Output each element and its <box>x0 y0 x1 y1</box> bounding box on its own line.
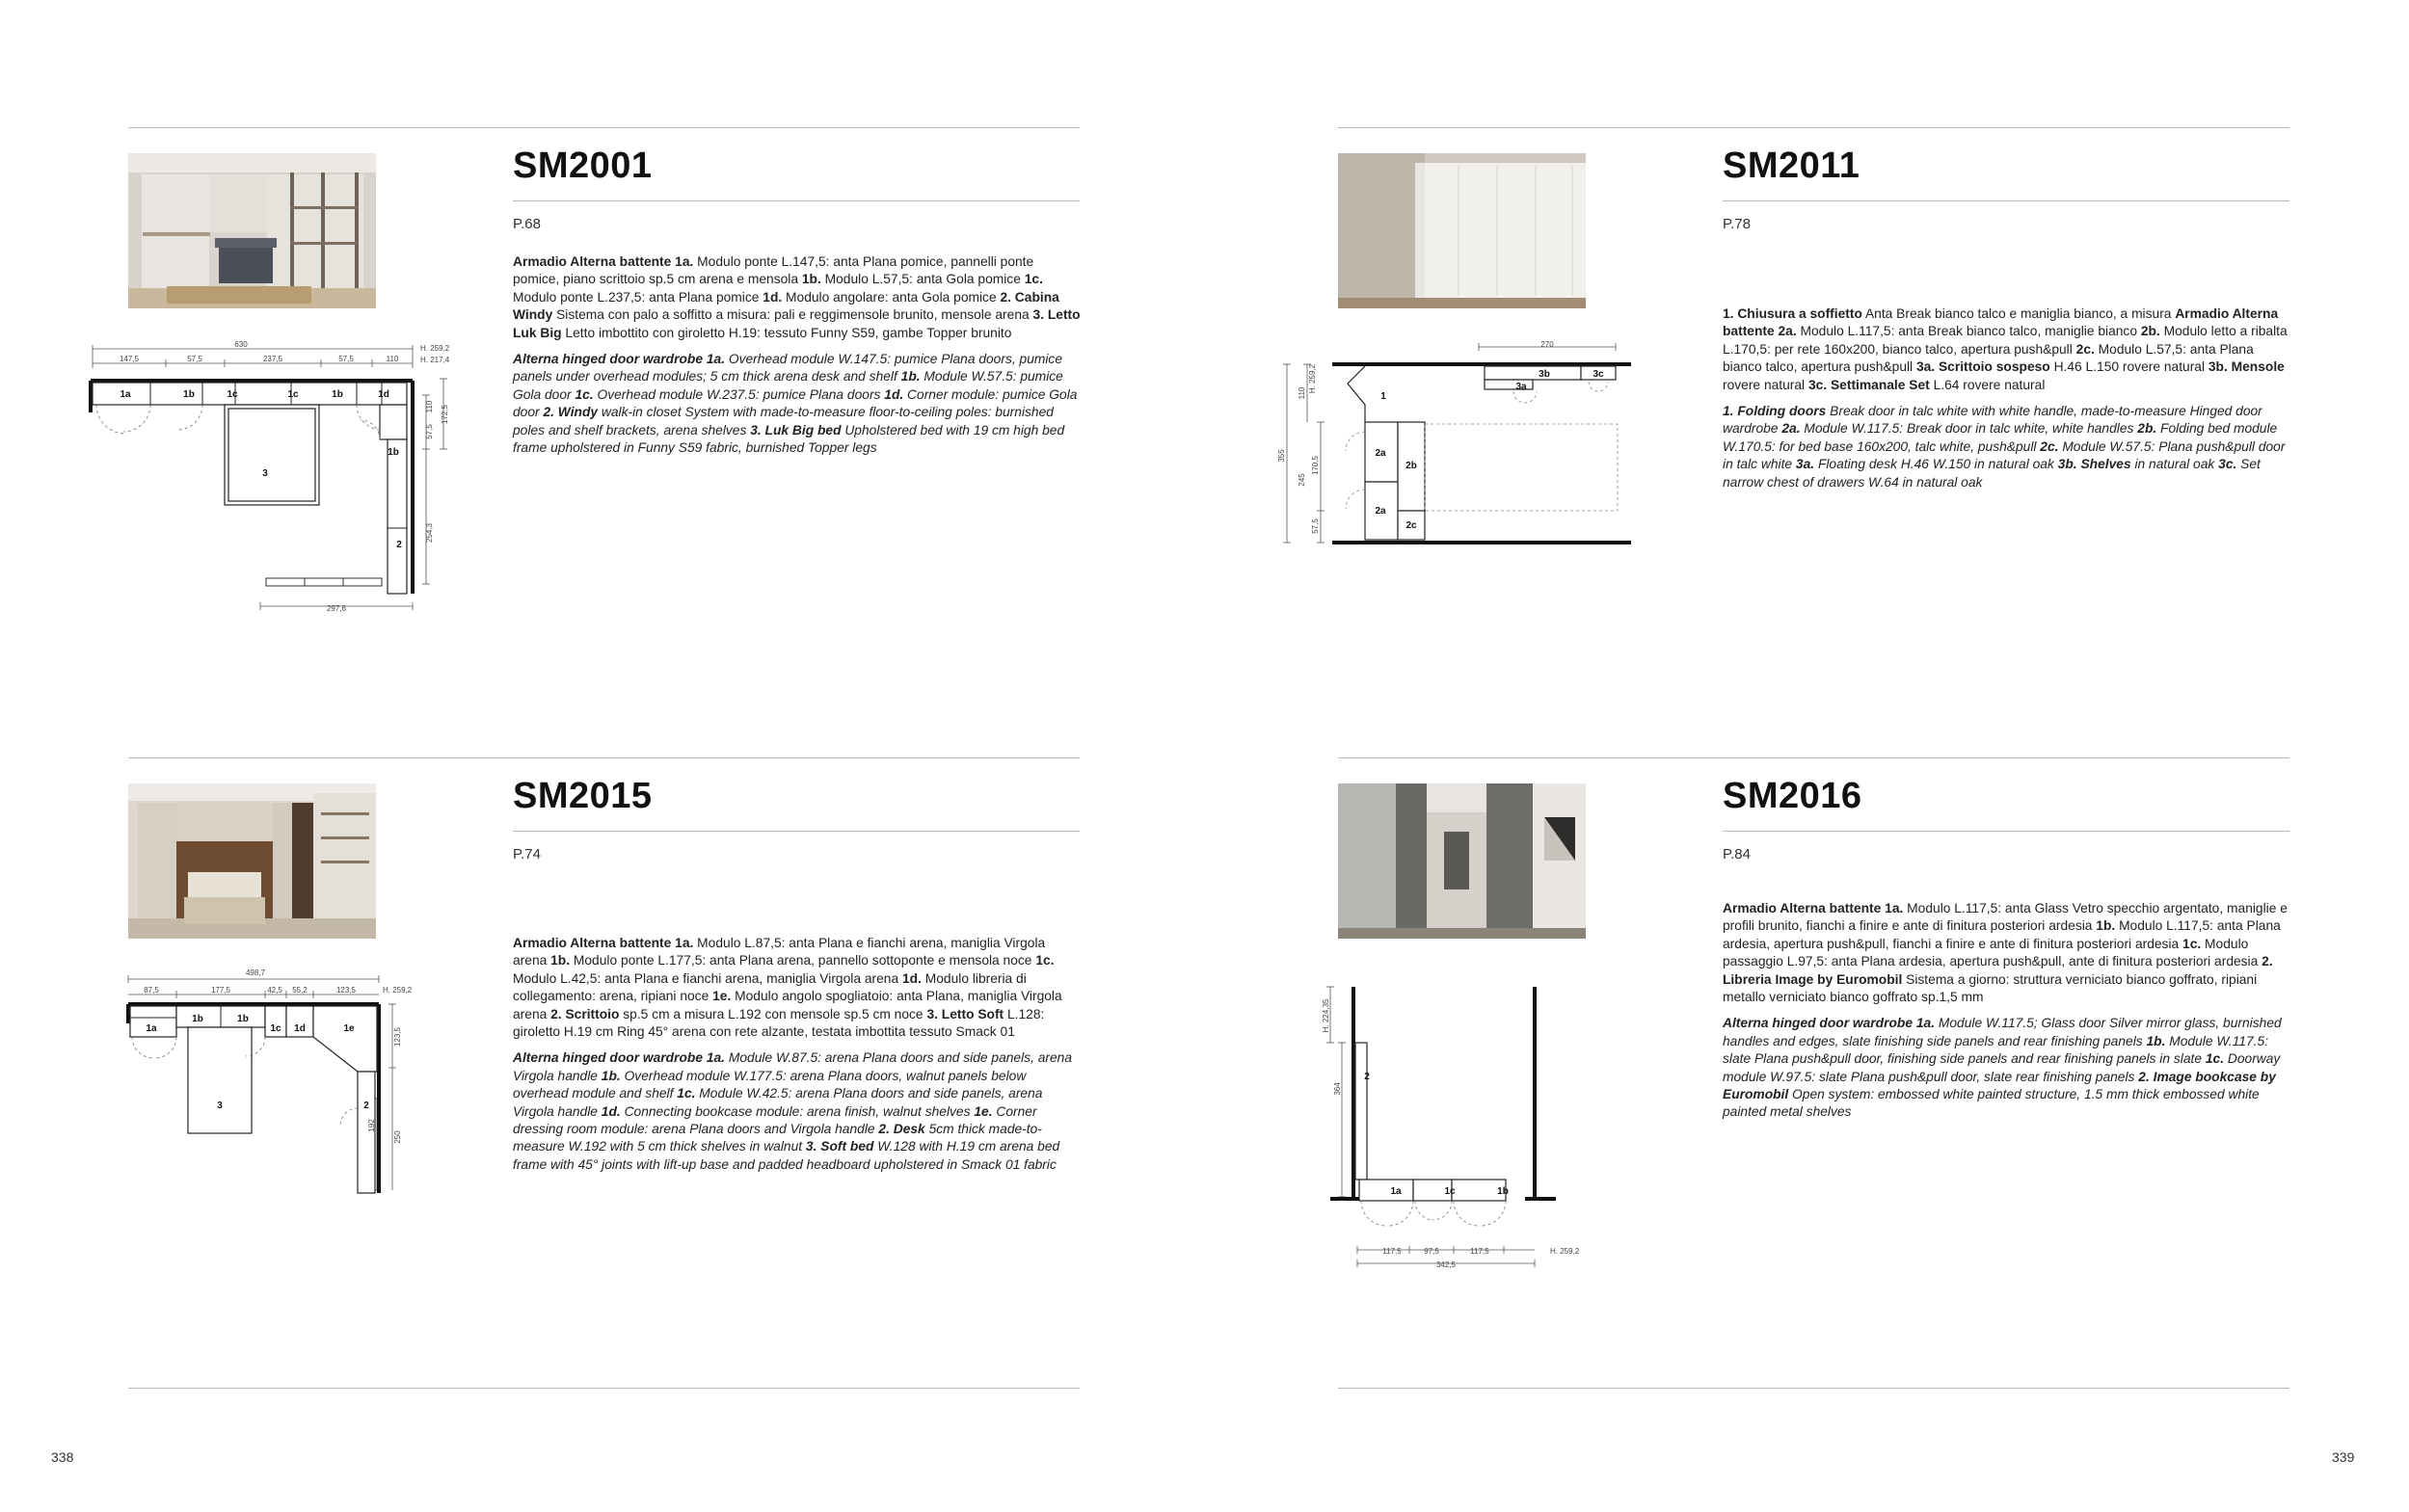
bold-run: 3b. Shelves <box>2057 457 2131 472</box>
bold-run: 2. Image bookcase by Euromobil <box>1723 1069 2276 1102</box>
bold-run: 1e. <box>712 989 732 1004</box>
plan-label: 3 <box>217 1101 223 1111</box>
text-run: Modulo L.42,5: anta Plana e fianchi arena, maniglia Virgola arena <box>513 970 902 986</box>
divider <box>1338 127 2289 128</box>
sm2015-title: SM2015 <box>513 776 653 816</box>
text-run: Module W.87.5: arena Plana doors and side panels, arena Virgola handle <box>513 1050 1073 1083</box>
plan-label: 2 <box>396 540 402 550</box>
bold-run: 1d. <box>601 1103 621 1119</box>
bold-run: 1d. <box>901 970 922 986</box>
text-run: Module W.117.5: slate Plana push&pull door, finishing side panels and rear finishing panels in slate <box>1723 1033 2269 1067</box>
text-run: Corner dressing room module: arena Plana doors and Virgola handle <box>513 1103 1037 1137</box>
sm2015-desc-it <box>513 935 1082 1041</box>
bold-run: 2b. <box>2137 421 2157 437</box>
divider <box>128 127 1080 128</box>
text-run: Open system: embossed white painted structure, 1.5 mm thick embossed white painted metal shelves <box>1723 1087 2260 1120</box>
sm2015-page-ref: P.74 <box>513 846 541 862</box>
plan-label: 1c <box>287 389 299 400</box>
text-run: Doorway module W.97.5: slate Plana push&pull door, slate rear finishing panels <box>1723 1051 2281 1084</box>
plan-label: 3b <box>1539 369 1550 380</box>
dim: 123,5 <box>335 986 357 995</box>
plan-label: 1d <box>378 389 389 400</box>
bold-run: 2a. <box>1781 421 1801 437</box>
bold-run: 1c. <box>677 1086 696 1101</box>
text-run: Modulo ponte L.237,5: anta Plana pomice <box>513 289 763 305</box>
divider <box>1338 757 2289 758</box>
sm2001-title: SM2001 <box>513 146 653 186</box>
text-run: Overhead module W.237.5: pumice Plana doors <box>593 386 885 402</box>
sm2015-description <box>513 935 1082 1182</box>
dim: 57,5 <box>187 355 202 363</box>
bold-run: 1e. <box>974 1103 993 1119</box>
divider <box>1338 1388 2289 1389</box>
bold-run: Armadio Alterna battente 2a. <box>1723 306 2279 339</box>
bold-run: 2. Libreria Image by Euromobil <box>1723 954 2273 987</box>
divider <box>128 1388 1080 1389</box>
bold-run: 3c. <box>2218 457 2237 472</box>
text-run: Module W.117.5: Break door in talc white, white handles <box>1800 421 2138 437</box>
dim: 57,5 <box>338 355 354 363</box>
bold-run: 1a. <box>675 254 694 269</box>
sm2001-desc-it <box>513 253 1082 342</box>
plan-label: 1e <box>343 1023 355 1034</box>
sm2015-desc-en <box>513 1049 1082 1174</box>
text-run: Overhead module W.147.5: pumice Plana doors, pumice panels under overhead modules; 5 cm thick arena desk and shelf <box>513 352 1062 385</box>
plan-label: 3a <box>1515 382 1527 392</box>
bold-run: Armadio Alterna battente <box>513 936 676 950</box>
bold-run: 1a. <box>1915 1016 1936 1031</box>
divider <box>513 200 1080 201</box>
dim: 55,2 <box>292 986 308 995</box>
plan-label: 3 <box>262 468 268 479</box>
plan-label: 2c <box>1405 520 1417 531</box>
bold-run: 1c. <box>2205 1051 2225 1067</box>
dim: 250 <box>393 1130 402 1144</box>
text-run: rovere natural <box>1723 377 1808 392</box>
dim-height: H. 259,2 <box>420 344 450 353</box>
bold-run: 1b. <box>900 369 921 385</box>
sm2001-floor-plan <box>87 335 472 624</box>
plan-label: 3c <box>1593 369 1604 380</box>
divider <box>1723 200 2289 201</box>
plan-label: 1a <box>146 1023 157 1034</box>
bold-run: Alterna hinged door wardrobe 1a. <box>513 1050 726 1066</box>
dim: 117,5 <box>1470 1247 1489 1256</box>
dim: 97,5 <box>1424 1247 1439 1256</box>
text-run: Set narrow chest of drawers W.64 in natural oak <box>1723 457 2261 490</box>
bold-run: 3c. Settimanale Set <box>1807 377 1930 392</box>
dim-bottom: 297,6 <box>326 604 347 613</box>
bold-run: 2. Desk <box>878 1122 925 1137</box>
dim: H. 224,35 <box>1322 998 1330 1033</box>
dim: 110 <box>386 355 399 363</box>
dim: 245 <box>1298 473 1306 487</box>
bold-run: 2. Scrittoio <box>550 1006 620 1021</box>
sm2011-desc-it <box>1723 305 2291 394</box>
page-number-right: 339 <box>2332 1449 2355 1465</box>
dim: 192 <box>367 1119 376 1132</box>
sm2016-desc-it <box>1723 900 2291 1006</box>
sm2011-title: SM2011 <box>1723 146 1860 186</box>
text-run: Folding bed module W.170.5: for bed base 160x200, talc white, push&pull <box>1723 421 2278 454</box>
bold-run: 2b. <box>2140 324 2160 339</box>
sm2016-title: SM2016 <box>1723 776 1862 816</box>
plan-label: 1c <box>1444 1186 1456 1197</box>
sm2016-description <box>1723 900 2291 1130</box>
text-run: sp.5 cm a misura L.192 con mensole sp.5 cm noce <box>619 1006 927 1021</box>
bold-run: Alterna hinged door wardrobe <box>1723 1016 1916 1031</box>
text-run: Modulo L.87,5: anta Plana e fianchi arena, maniglia Virgola arena <box>513 936 1046 968</box>
text-run: W.128 with H.19 cm arena bed frame with 45° joints with lift-up base and padded headboard upholstered in Smack 01 fabric <box>513 1139 1060 1172</box>
text-run: Letto imbottito con giroletto H.19: tessuto Funny S59, gambe Topper brunito <box>561 325 1012 340</box>
text-run: Sistema a giorno: struttura verniciato bianco goffrato, ripiani metallo verniciato bianco goffrato sp.1,5 mm <box>1723 971 2258 1005</box>
text-run: Modulo libreria di collegamento: arena, ripiani noce <box>513 970 1027 1004</box>
text-run: Modulo letto a ribalta L.170,5: per rete 160x200, bianco talco, apertura push&pull <box>1723 324 2288 357</box>
text-run: Modulo L.117,5: anta Plana ardesia, apertura push&pull, fianchi a finire e ante di finitura posteriori ardesia <box>1723 918 2281 951</box>
dim: 123,5 <box>393 1026 402 1048</box>
dim: 237,5 <box>262 355 283 363</box>
bold-run: 3. Letto Soft <box>926 1006 1004 1021</box>
bold-run: 1d. <box>763 289 783 305</box>
text-run: Modulo L.57,5: anta Plana bianco talco, apertura push&pull <box>1723 341 2254 375</box>
plan-label: 1d <box>294 1023 306 1034</box>
dim: 355 <box>1277 449 1286 463</box>
plan-label: 1c <box>270 1023 281 1034</box>
plan-label: 1b <box>388 447 399 458</box>
sm2011-photo <box>1338 153 1586 308</box>
text-run: Modulo L.57,5: anta Gola pomice <box>820 272 1025 287</box>
bold-run: 1c. <box>575 386 594 402</box>
text-run: in natural oak <box>2130 457 2219 472</box>
bold-run: 1d. <box>884 386 904 402</box>
plan-label: 1a <box>1390 1186 1402 1197</box>
text-run: Module W.42.5: arena Plana doors and side panels, arena Virgola handle <box>513 1086 1043 1119</box>
text-run: H.46 L.150 rovere natural <box>2049 359 2208 375</box>
dim-height: H. 259,2 <box>1550 1247 1580 1256</box>
plan-label: 1b <box>332 389 343 400</box>
text-run: Modulo L.117,5: anta Glass Vetro specchio argentato, maniglie e profili brunito, fianchi a finire e ante di finitura posteriori ardesia <box>1723 901 2288 934</box>
bold-run: Armadio Alterna battente <box>1723 901 1886 915</box>
sm2015-floor-plan <box>120 964 448 1205</box>
sm2011-page-ref: P.78 <box>1723 216 1751 232</box>
plan-label: 1b <box>1497 1186 1509 1197</box>
text-run: Modulo L.117,5: anta Break bianco talco, maniglie bianco <box>1796 324 2141 339</box>
plan-label: 2a <box>1375 448 1386 459</box>
text-run: Module W.57.5: Plana push&pull door in talc white <box>1723 438 2286 472</box>
dim-total: 630 <box>234 340 248 349</box>
text-run: Modulo angolare: anta Gola pomice <box>782 289 1001 305</box>
page-number-left: 338 <box>51 1449 74 1465</box>
dim: 147,5 <box>119 355 140 363</box>
sm2001-page-ref: P.68 <box>513 216 541 232</box>
sm2015-photo <box>128 783 376 939</box>
bold-run: 2. Cabina Windy <box>513 289 1059 323</box>
bold-run: 3b. Mensole <box>2208 359 2285 375</box>
text-run: L.128: giroletto H.19 cm Ring 45° arena con rete alzante, testata imbottita tessuto Smack 01 <box>513 1006 1045 1040</box>
plan-label: 1b <box>237 1014 249 1024</box>
bold-run: 1b. <box>601 1068 621 1083</box>
bold-run: 1a. <box>706 352 726 367</box>
plan-label: 1b <box>192 1014 203 1024</box>
dim: 87,5 <box>144 986 159 995</box>
sm2016-page-ref: P.84 <box>1723 846 1751 862</box>
dim: 364 <box>1333 1082 1342 1096</box>
sm2011-desc-en <box>1723 403 2291 491</box>
plan-label: 1 <box>1380 391 1386 402</box>
dim-total: 342,5 <box>1435 1260 1457 1269</box>
dim: 254,3 <box>425 522 434 544</box>
plan-label: 1a <box>120 389 131 400</box>
text-run: Upholstered bed with 19 cm high bed frame upholstered in Funny S59 fabric, burnished Topper legs <box>513 422 1065 456</box>
text-run: Corner module: pumice Gola door <box>513 386 1078 420</box>
text-run: Module W.57.5: pumice Gola door <box>513 369 1063 402</box>
sm2001-desc-en <box>513 351 1082 457</box>
bold-run: 1. Folding doors <box>1723 404 1827 419</box>
plan-label: 2a <box>1375 506 1386 517</box>
plan-label: 2 <box>363 1101 369 1111</box>
dim: 177,5 <box>210 986 231 995</box>
text-run: Break door in talc white with white handle, made-to-measure Hinged door wardrobe <box>1723 404 2262 437</box>
text-run: Modulo passaggio L.97,5: anta Plana ardesia, apertura push&pull, ante di finitura posteriori ardesia <box>1723 936 2262 969</box>
plan-label: 1b <box>183 389 195 400</box>
sm2016-floor-plan <box>1311 973 1619 1282</box>
sm2011-floor-plan <box>1272 335 1658 557</box>
dim: 57,5 <box>425 424 434 439</box>
plan-label: 1c <box>227 389 238 400</box>
dim-height: H. 217,4 <box>420 356 450 364</box>
dim: H. 259,2 <box>1308 363 1317 394</box>
bold-run: 1b. <box>801 272 821 287</box>
sm2016-photo <box>1338 783 1586 939</box>
sm2011-description <box>1723 305 2291 500</box>
bold-run: 1b. <box>2146 1033 2166 1048</box>
sm2001-description <box>513 253 1082 465</box>
dim-total: 498,7 <box>245 968 266 977</box>
dim: 170,5 <box>1311 455 1320 476</box>
bold-run: 2c. <box>2040 438 2059 454</box>
bold-run: 2c. <box>2075 341 2095 357</box>
bold-run: 3. Luk Big bed <box>750 422 842 438</box>
dim: 42,5 <box>267 986 282 995</box>
bold-run: 3. Letto Luk Big <box>513 307 1081 340</box>
bold-run: 3a. Scrittoio sospeso <box>1915 359 2050 375</box>
divider <box>1723 831 2289 832</box>
text-run: L.64 rovere natural <box>1929 377 2046 392</box>
bold-run: 1. Chiusura a soffietto <box>1723 306 1862 321</box>
text-run: Modulo angolo spogliatoio: anta Plana, maniglia Virgola arena <box>513 989 1062 1021</box>
dim: 117,5 <box>1382 1247 1402 1256</box>
bold-run: 2. Windy <box>543 405 599 420</box>
text-run: Overhead module W.177.5: arena Plana doors, walnut panels below overhead module and shelf <box>513 1068 1027 1101</box>
dim: 110 <box>1298 386 1306 400</box>
bold-run: Alterna hinged door wardrobe <box>513 352 707 367</box>
text-run: Connecting bookcase module: arena finish, walnut shelves <box>620 1103 975 1119</box>
bold-run: 3a. <box>1795 457 1815 472</box>
text-run: Sistema con palo a soffitto a misura: pali e reggimensole brunito, mensole arena <box>552 307 1033 323</box>
bold-run: 1c. <box>1035 953 1055 968</box>
plan-label: 2b <box>1405 461 1417 471</box>
bold-run: 1c. <box>1024 272 1043 287</box>
dim: 270 <box>1540 340 1554 349</box>
bold-run: Armadio Alterna battente <box>513 254 676 269</box>
sm2001-photo <box>128 153 376 308</box>
dim: 172,5 <box>441 404 449 425</box>
plan-label: 2 <box>1364 1072 1370 1082</box>
text-run: Floating desk H.46 W.150 in natural oak <box>1814 457 2058 472</box>
dim: 57,5 <box>1311 518 1320 534</box>
divider <box>128 757 1080 758</box>
text-run: Anta Break bianco talco e maniglia bianco, a misura <box>1861 306 2176 321</box>
sm2016-desc-en <box>1723 1015 2291 1121</box>
text-run: 5cm thick made-to-measure W.192 with 5 cm thick shelves in walnut <box>513 1122 1042 1154</box>
text-run: Modulo ponte L.177,5: anta Plana arena, pannello sottoponte e mensola noce <box>570 953 1036 968</box>
text-run: walk-in closet System with made-to-measure floor-to-ceiling poles: burnished poles and shelf brackets, arena shelves <box>513 405 1054 438</box>
divider <box>513 831 1080 832</box>
text-run: Modulo ponte L.147,5: anta Plana pomice, pannelli ponte pomice, piano scrittoio sp.5 cm arena e mensola <box>513 254 1034 287</box>
dim: 110 <box>425 400 434 413</box>
bold-run: 1b. <box>2096 918 2116 934</box>
bold-run: 1a. <box>675 936 694 950</box>
dim-height: H. 259,2 <box>383 986 413 995</box>
text-run: Module W.117.5; Glass door Silver mirror glass, burnished handles and edges, slate finishing side panels and rear finishing panels <box>1723 1016 2282 1048</box>
bold-run: 1b. <box>550 953 571 968</box>
bold-run: 3. Soft bed <box>805 1139 874 1154</box>
bold-run: 1c. <box>2182 936 2202 951</box>
bold-run: 1a. <box>1885 901 1904 915</box>
